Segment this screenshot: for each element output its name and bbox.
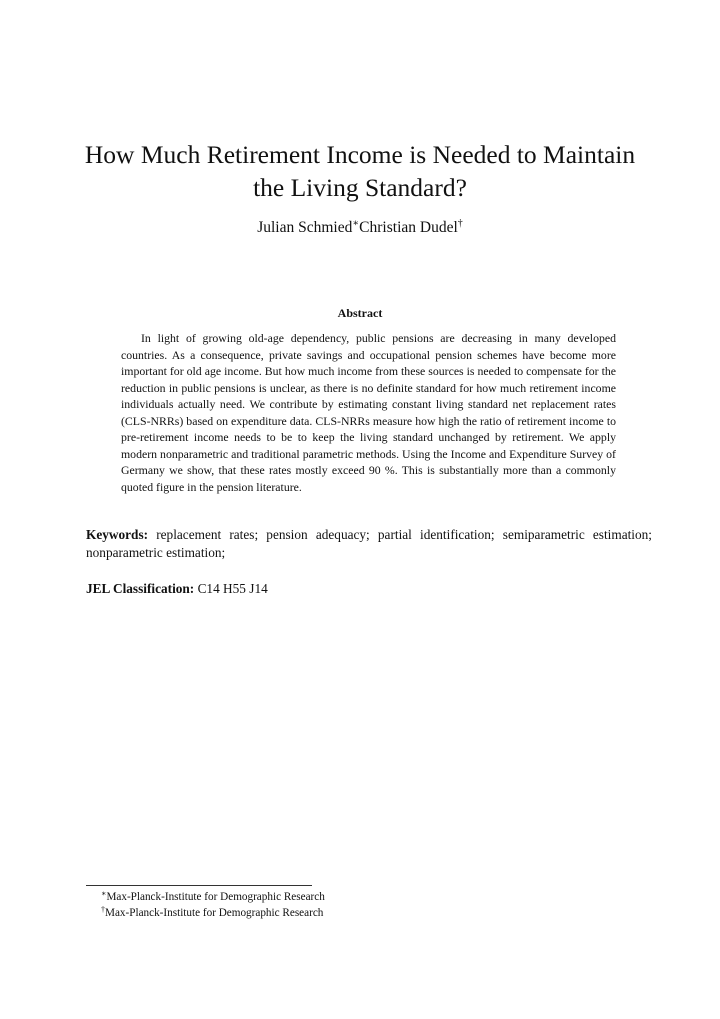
footnote-divider <box>86 885 312 886</box>
jel-codes: C14 H55 J14 <box>197 581 268 596</box>
footnotes <box>101 890 601 921</box>
abstract-heading: Abstract <box>337 306 383 320</box>
footnote-text: Max-Planck-Institute for Demographic Research <box>105 906 324 919</box>
footnote-mark: † <box>101 904 105 914</box>
footnote-text: Max-Planck-Institute for Demographic Research <box>106 891 325 903</box>
keywords-text: replacement rates; pension adequacy; partial identification; semiparametric estimation; nonparametric estimation; <box>86 527 652 560</box>
jel-classification-section <box>86 580 652 598</box>
author-name: Christian Dudel <box>359 219 458 236</box>
keywords-label: Keywords: <box>86 527 149 542</box>
author-list <box>60 218 660 238</box>
paper-title <box>60 138 660 204</box>
footnote <box>101 890 601 906</box>
author-footnote-mark: ∗ <box>352 218 360 229</box>
paper-title-line-1: How Much Retirement Income is Needed to Maintain <box>84 140 636 169</box>
footnote-mark: ∗ <box>101 889 107 898</box>
footnote <box>101 906 601 922</box>
keywords-section <box>86 526 652 562</box>
paper-title-line-2: the Living Standard? <box>253 173 467 202</box>
abstract-body: In light of growing old-age dependency, public pensions are decreasing in many developed countries. As a consequence, private savings and occupational pension schemes have become more important for old age income. But how much income from these sources is needed to compensate for the reduction in public pensions is unclear, as there is no definite standard for how much retirement income individuals actually need. We contribute by estimating constant living standard net replacement rates (CLS-NRRs) based on expenditure data. CLS-NRRs measure how high the ratio of retirement income to pre-retirement income needs to be to keep the living standard unchanged by retirement. We apply modern nonparametric and traditional parametric methods. Using the Income and Expenditure Survey of Germany we show, that these rates mostly exceed 90 %. This is substantially more than a commonly quoted figure in the pension literature. <box>121 331 616 494</box>
author-name: Julian Schmied <box>257 219 353 236</box>
author-footnote-mark: † <box>457 218 463 229</box>
jel-label: JEL Classification: <box>86 581 195 596</box>
